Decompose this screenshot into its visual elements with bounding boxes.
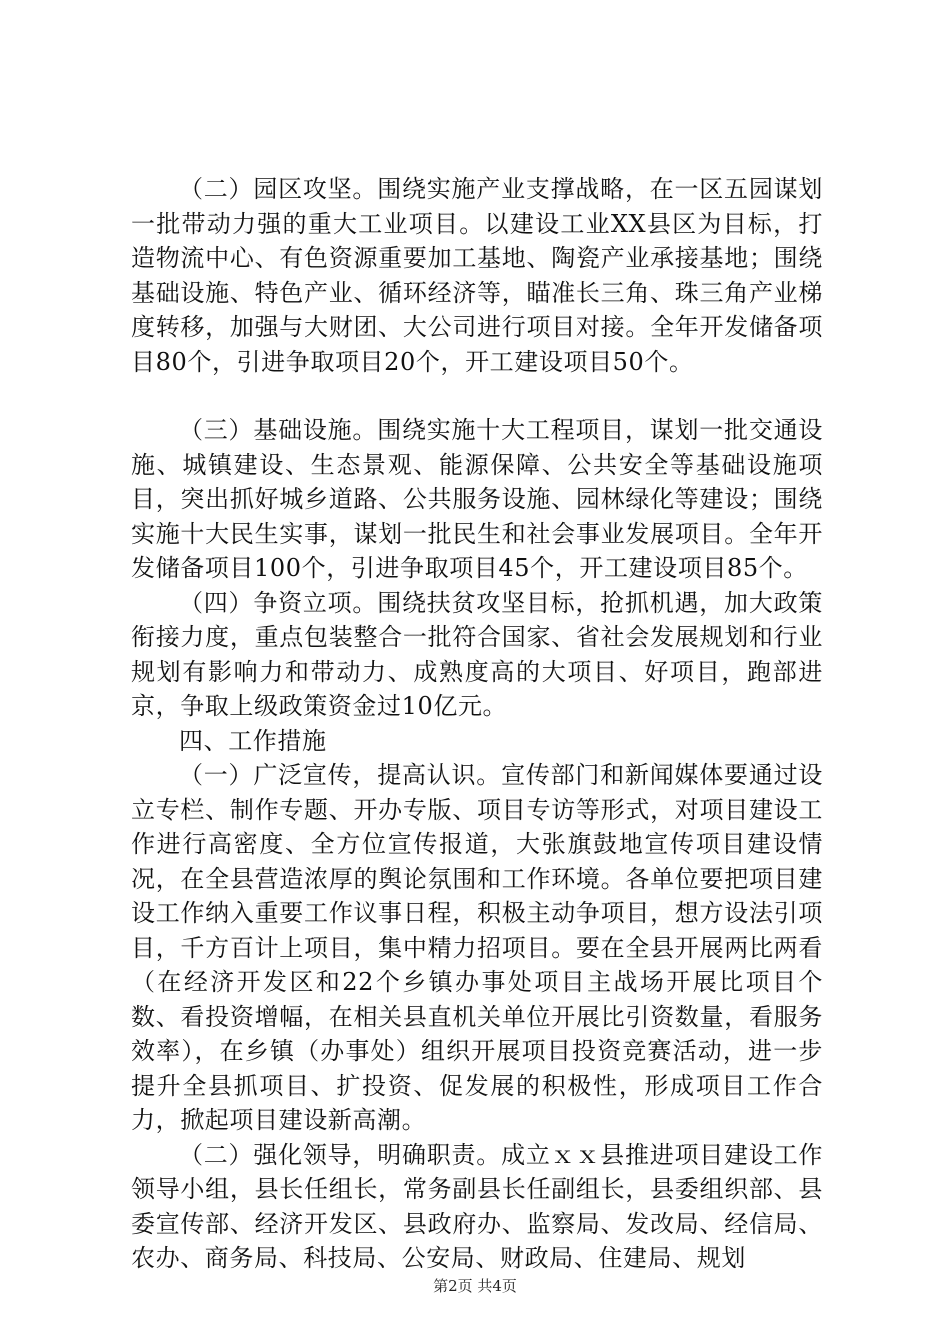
- paragraph-leadership: （二）强化领导，明确职责。成立ｘｘ县推进项目建设工作领导小组，县长任组长，常务副县长任副组长，县委组织部、县委宣传部、经济开发区、县政府办、监察局、发改局、经信局、农办、商务局、科技局、公安局、财政局、住建局、规划: [131, 1140, 823, 1272]
- document-body: [131, 172, 823, 1276]
- paragraph-funding-projects: （四）争资立项。围绕扶贫攻坚目标，抢抓机遇，加大政策衔接力度，重点包装整合一批符合国家、省社会发展规划和行业规划有影响力和带动力、成熟度高的大项目、好项目，跑部进京，争取上级政策资金过10亿元。: [131, 588, 823, 720]
- section-heading-work-measures: 四、工作措施: [179, 726, 327, 755]
- paragraph-park-development: （二）园区攻坚。围绕实施产业支撑战略，在一区五园谋划一批带动力强的重大工业项目。以建设工业XX县区为目标，打造物流中心、有色资源重要加工基地、陶瓷产业承接基地；围绕基础设施、特色产业、循环经济等，瞄准长三角、珠三角产业梯度转移，加强与大财团、大公司进行项目对接。全年开发储备项目80个，引进争取项目20个，开工建设项目50个。: [131, 175, 823, 376]
- paragraph-infrastructure: （三）基础设施。围绕实施十大工程项目，谋划一批交通设施、城镇建设、生态景观、能源保障、公共安全等基础设施项目，突出抓好城乡道路、公共服务设施、园林绿化等建设；围绕实施十大民生实事，谋划一批民生和社会事业发展项目。全年开发储备项目100个，引进争取项目45个，开工建设项目85个。: [131, 416, 823, 582]
- paragraph-publicity: （一）广泛宣传，提高认识。宣传部门和新闻媒体要通过设立专栏、制作专题、开办专版、项目专访等形式，对项目建设工作进行高密度、全方位宣传报道，大张旗鼓地宣传项目建设情况，在全县营造浓厚的舆论氛围和工作环境。各单位要把项目建设工作纳入重要工作议事日程，积极主动争项目，想方设法引项目，千方百计上项目，集中精力招项目。要在全县开展两比两看（在经济开发区和22个乡镇办事处项目主战场开展比项目个数、看投资增幅，在相关县直机关单位开展比引资数量，看服务效率），在乡镇（办事处）组织开展项目投资竞赛活动，进一步提升全县抓项目、扩投资、促发展的积极性，形成项目工作合力，掀起项目建设新高潮。: [131, 761, 823, 1134]
- page-number-footer: 第2页 共4页: [433, 1277, 517, 1295]
